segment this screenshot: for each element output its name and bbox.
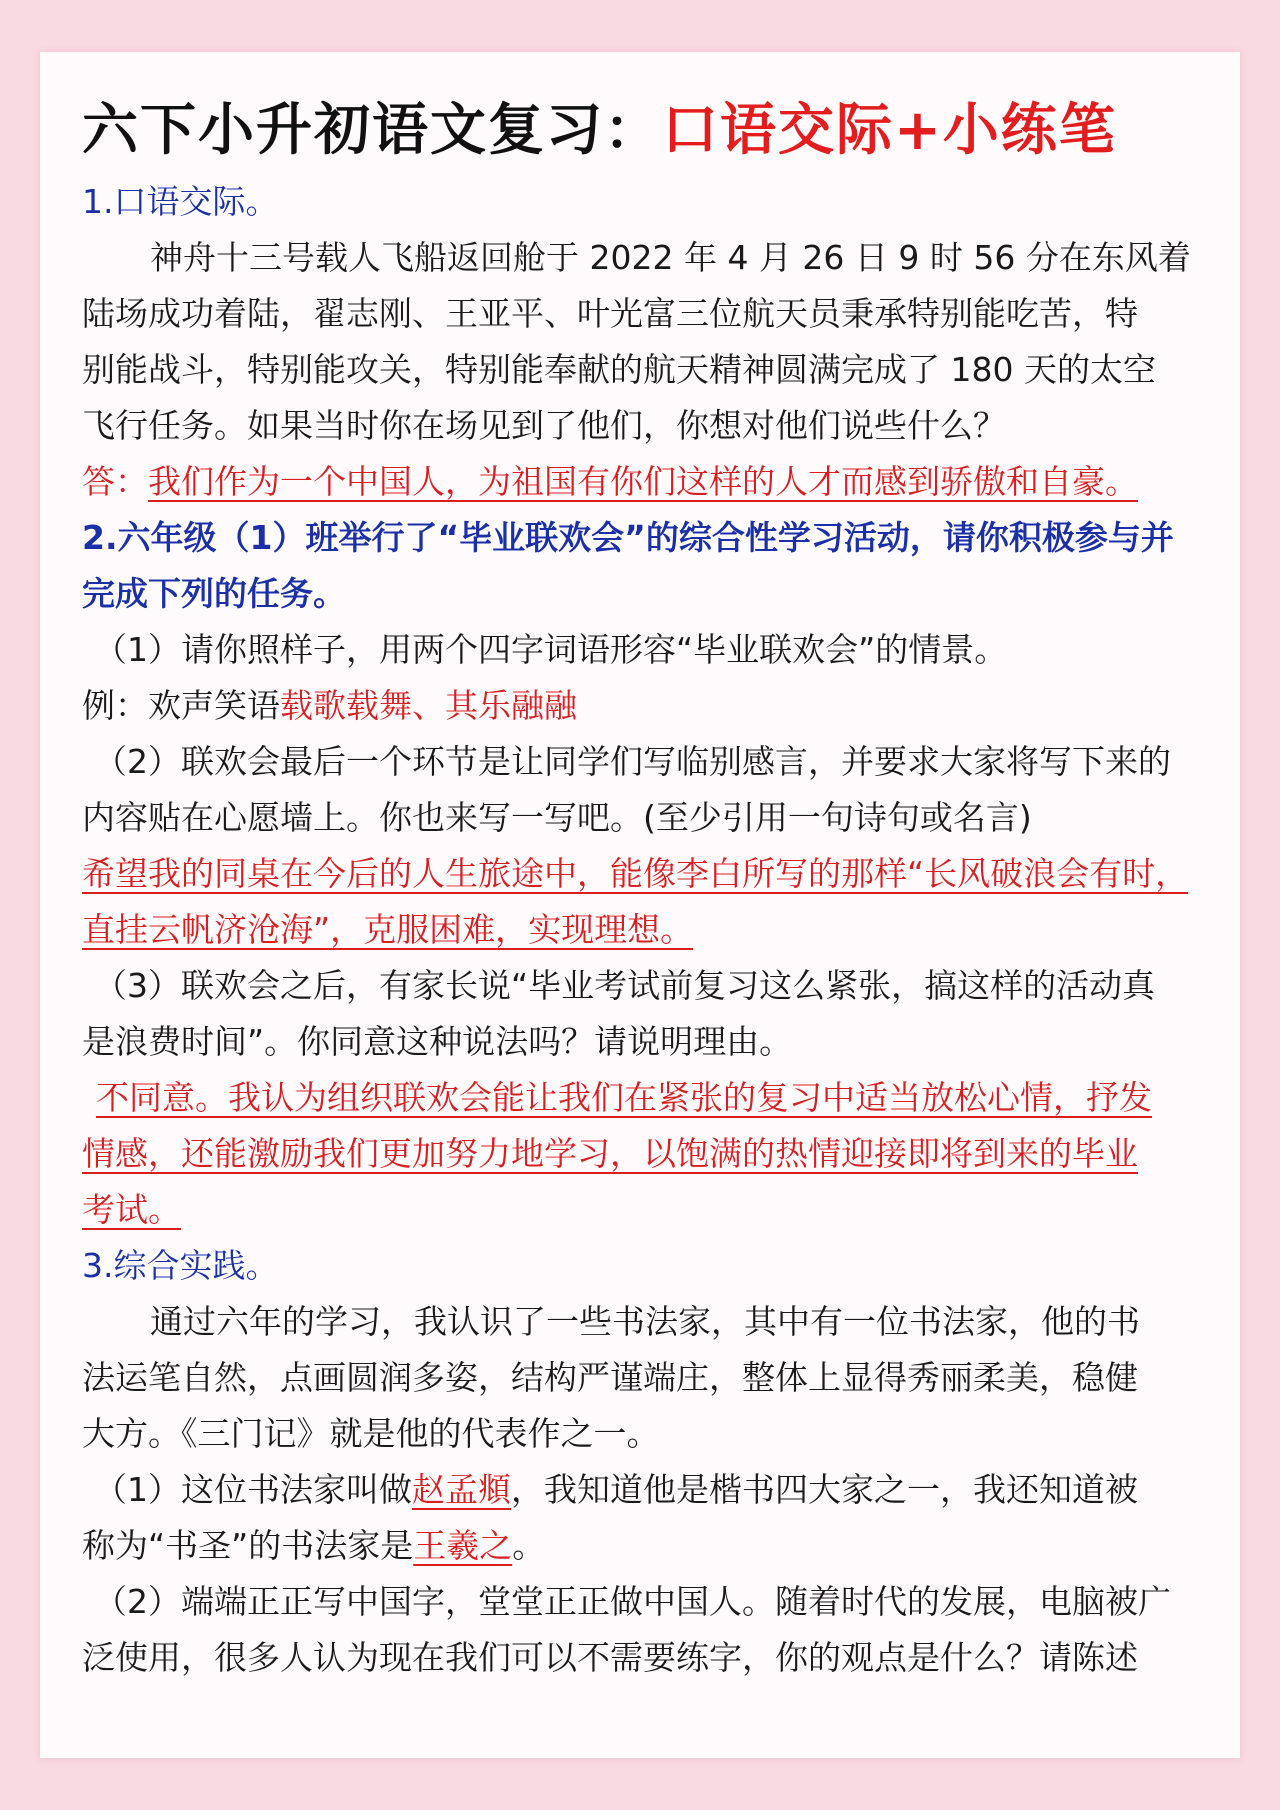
section1-paragraph-line: 神舟十三号载人飞船返回舱于 2022 年 4 月 26 日 9 时 56 分在东风着 — [150, 238, 1191, 277]
answer-text: 直挂云帆济沧海”，克服困难，实现理想。 — [82, 910, 694, 949]
section2-heading: 完成下列的任务。 — [82, 574, 346, 613]
worksheet-page — [40, 52, 1240, 1758]
question-2-1: （1）请你照样子，用两个四字词语形容“毕业联欢会”的情景。 — [94, 630, 1008, 669]
answer-2-2 — [82, 902, 1202, 958]
answer-2-3 — [82, 1070, 1202, 1126]
question-text: 称为“书圣”的书法家是 — [82, 1526, 414, 1565]
question-text: （1）这位书法家叫做 — [94, 1470, 412, 1509]
answer-label: 答： — [82, 462, 148, 501]
answer-text: 赵孟頫 — [412, 1470, 511, 1509]
question-text: ，我知道他是楷书四大家之一，我还知道被 — [511, 1470, 1138, 1509]
answer-text: 不同意。我认为组织联欢会能让我们在紧张的复习中适当放松心情，抒发 — [96, 1078, 1152, 1117]
section3-paragraph-line: 大方。《三门记》就是他的代表作之一。 — [82, 1414, 660, 1453]
worksheet-content — [82, 92, 1202, 1686]
answer-text: 情感，还能激励我们更加努力地学习，以饱满的热情迎接即将到来的毕业 — [82, 1134, 1138, 1173]
section1-paragraph-line: 陆场成功着陆，翟志刚、王亚平、叶光富三位航天员秉承特别能吃苦，特 — [82, 294, 1138, 333]
section3-paragraph-line: 通过六年的学习，我认识了一些书法家，其中有一位书法家，他的书 — [150, 1302, 1140, 1341]
page-title — [82, 92, 1202, 170]
question-2-3: （3）联欢会之后，有家长说“毕业考试前复习这么紧张，搞这样的活动真 — [94, 966, 1156, 1005]
answer-2-3 — [82, 1126, 1202, 1182]
question-3-1 — [82, 1462, 1202, 1518]
page-curl-decoration — [810, 1722, 1240, 1758]
question-text: 。 — [512, 1526, 546, 1565]
answer-text: 考试。 — [82, 1190, 181, 1229]
answer-text: 载歌载舞、其乐融融 — [280, 686, 577, 725]
question-2-3: 是浪费时间”。你同意这种说法吗？请说明理由。 — [82, 1022, 793, 1061]
section3-paragraph-line: 法运笔自然，点画圆润多姿，结构严谨端庄，整体上显得秀丽柔美，稳健 — [82, 1358, 1138, 1397]
section2-heading: 2.六年级（1）班举行了“毕业联欢会”的综合性学习活动，请你积极参与并 — [82, 518, 1174, 557]
title-main: 六下小升初语文复习： — [82, 98, 662, 163]
question-3-1 — [82, 1518, 1202, 1574]
answer-2-3 — [82, 1182, 1202, 1238]
answer-2-2 — [82, 846, 1202, 902]
example-line — [82, 678, 1202, 734]
section1-paragraph-line: 别能战斗，特别能攻关，特别能奉献的航天精神圆满完成了 180 天的太空 — [82, 350, 1156, 389]
title-accent: 口语交际+小练笔 — [662, 98, 1117, 163]
section3-heading: 3.综合实践。 — [82, 1246, 279, 1285]
section1-answer — [82, 454, 1202, 510]
question-2-2: （2）联欢会最后一个环节是让同学们写临别感言，并要求大家将写下来的 — [94, 742, 1171, 781]
answer-text: 王羲之 — [413, 1526, 513, 1565]
section1-paragraph-line: 飞行任务。如果当时你在场见到了他们，你想对他们说些什么？ — [82, 406, 1006, 445]
answer-text: 希望我的同桌在今后的人生旅途中，能像李白所写的那样“长风破浪会有时， — [82, 854, 1189, 893]
question-2-2: 内容贴在心愿墙上。你也来写一写吧。(至少引用一句诗句或名言) — [82, 798, 1032, 837]
question-3-2: （2）端端正正写中国字，堂堂正正做中国人。随着时代的发展，电脑被广 — [94, 1582, 1171, 1621]
example-label: 例：欢声笑语 — [82, 686, 280, 725]
question-3-2: 泛使用，很多人认为现在我们可以不需要练字，你的观点是什么？请陈述 — [82, 1638, 1138, 1677]
answer-text: 我们作为一个中国人，为祖国有你们这样的人才而感到骄傲和自豪。 — [148, 462, 1138, 501]
section1-heading: 1.口语交际。 — [82, 182, 279, 221]
